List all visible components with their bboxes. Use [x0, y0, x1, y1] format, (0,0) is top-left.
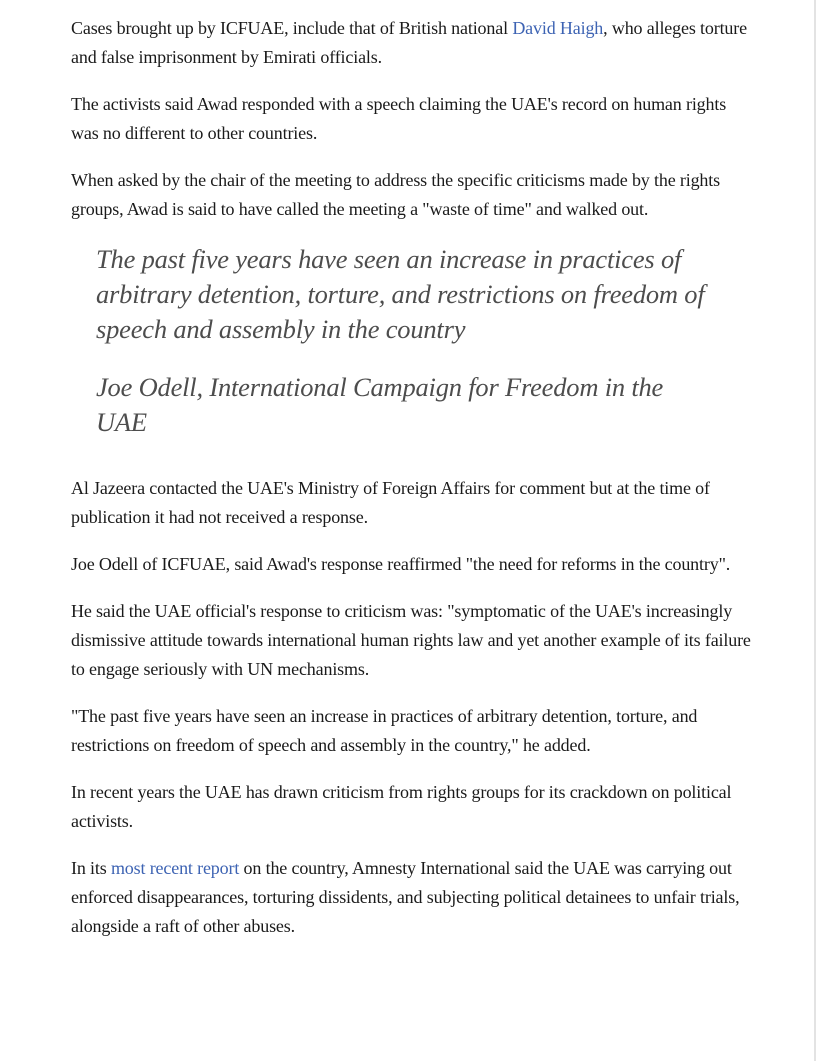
pull-quote: [96, 242, 716, 440]
paragraph-david-haigh: [71, 14, 751, 72]
pull-quote-attribution: Joe Odell, International Campaign for Freedom in the UAE: [96, 372, 664, 437]
paragraph-crackdown: In recent years the UAE has drawn criticism from rights groups for its crackdown on political activists.: [71, 782, 732, 831]
paragraph-text: In its: [71, 858, 111, 878]
paragraph-text: Cases brought up by ICFUAE, include that of British national: [71, 18, 513, 38]
paragraph-amnesty-report: [71, 854, 751, 941]
paragraph-no-response: Al Jazeera contacted the UAE's Ministry of Foreign Affairs for comment but at the time of publication it had not received a response.: [71, 478, 710, 527]
paragraph-text: , who alleges torture and false imprisonment by Emirati officials.: [71, 18, 747, 67]
david-haigh-link[interactable]: David Haigh: [512, 18, 604, 38]
paragraph-quote-added: "The past five years have seen an increase in practices of arbitrary detention, torture, and restrictions on freedom of speech and assembly in the country," he added.: [71, 706, 698, 755]
paragraph-need-for-reforms: Joe Odell of ICFUAE, said Awad's response reaffirmed "the need for reforms in the country".: [71, 554, 731, 574]
paragraph-awad-speech: The activists said Awad responded with a speech claiming the UAE's record on human rights was no different to other countries.: [71, 94, 727, 143]
most-recent-report-link[interactable]: most recent report: [110, 858, 240, 878]
article-body: [71, 14, 751, 959]
paragraph-symptomatic: He said the UAE official's response to criticism was: "symptomatic of the UAE's increasingly dismissive attitude towards international human rights law and yet another example of its failure to engage seriously with UN mechanisms.: [71, 601, 751, 679]
paragraph-walked-out: When asked by the chair of the meeting to address the specific criticisms made by the rights groups, Awad is said to have called the meeting a "waste of time" and walked out.: [71, 170, 720, 219]
paragraph-text: on the country, Amnesty International said the UAE was carrying out enforced disappearances, torturing dissidents, and subjecting political detainees to unfair trials, alongside a raft of other abuses.: [71, 858, 740, 936]
pull-quote-text: The past five years have seen an increase in practices of arbitrary detention, torture, and restrictions on freedom of speech and assembly in the country: [96, 244, 705, 344]
